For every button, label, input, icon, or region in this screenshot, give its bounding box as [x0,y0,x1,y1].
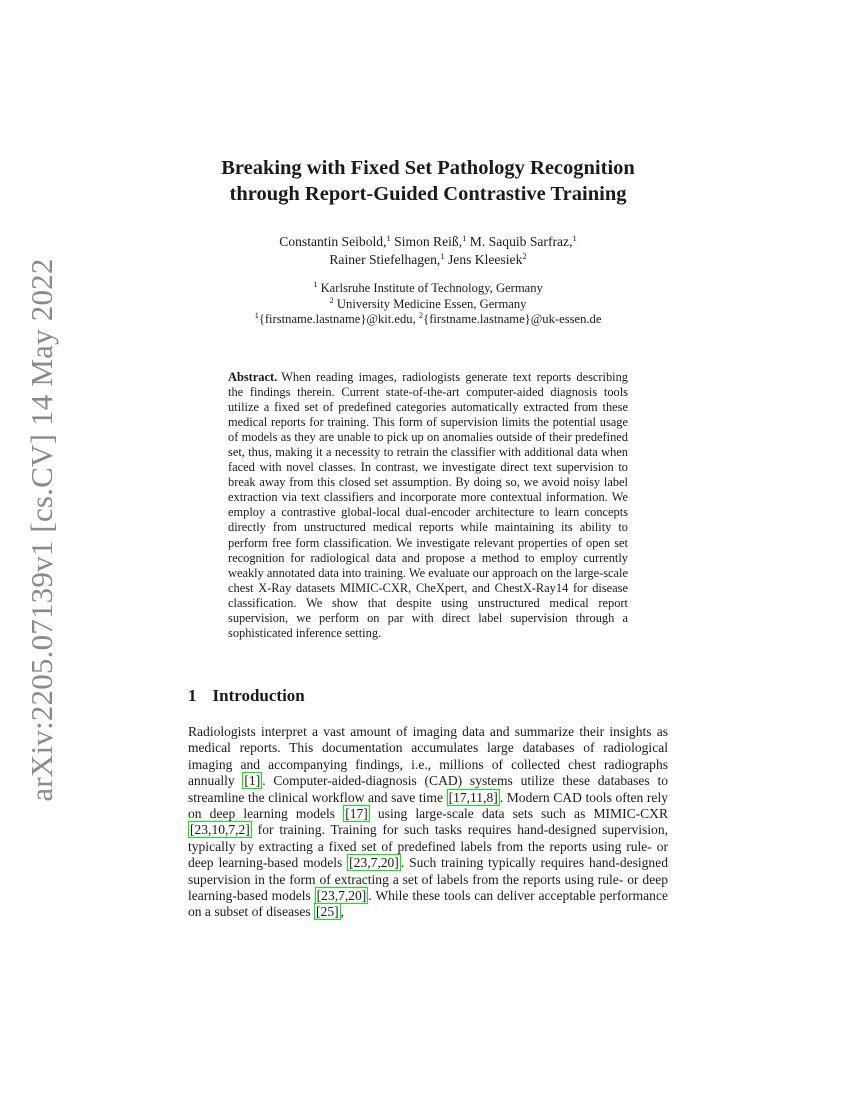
author-5: Jens Kleesiek [448,252,523,267]
citation-link[interactable]: [17,11,8] [448,789,498,805]
author-3: M. Saquib Sarfraz, [469,234,573,249]
intro-text-1: Radiologists interpret a vast amount of imaging data and summarize their insights as medical reports. This documentation accumulates large databases of radiological imaging and accompanying findings, i.e., millions of collected chest radiographs annually [188,724,668,789]
intro-text-7: . While these tools can deliver acceptable performance on a subset of diseases [188,888,668,920]
title-line-2: through Report-Guided Contrastive Training [229,183,627,205]
title-line-1: Breaking with Fixed Set Pathology Recognition [221,157,635,179]
author-1-affil: 1 [386,233,391,243]
citation-link[interactable]: [25] [316,904,339,920]
abstract-text: When reading images, radiologists generate text reports describing the findings therein. Current state-of-the-art computer-aided diagnosis tools utilize a fixed set of predefined categories automatically extracted from these medical reports for training. This form of supervision limits the potential usage of models as they are unable to pick up on anomalies outside of their predefined set, thus, making it a necessity to retrain the classifier with additional data when faced with novel classes. In contrast, we investigate direct text supervision to break away from this closed set assumption. By doing so, we avoid noisy label extraction via text classifiers and incorporate more contextual information. We employ a contrastive global-local dual-encoder architecture to learn concepts directly from unstructured medical reports while maintaining its ability to perform free form classification. We investigate relevant properties of open set recognition for radiological data and propose a method to employ currently weakly annotated data into training. We evaluate our approach on the large-scale chest X-Ray datasets MIMIC-CXR, CheXpert, and ChestX-Ray14 for disease classification. We show that despite using unstructured medical report supervision, we perform on par with direct label supervision through a sophisticated inference setting. [228,370,628,640]
intro-text-4: using large-scale data sets such as MIMIC-CXR [369,806,668,822]
abstract [228,370,628,641]
paper-title [150,155,706,207]
intro-text-3: . Modern CAD tools often rely on deep learning models [188,789,668,822]
author-2: Simon Reiß, [394,234,463,249]
intro-text-6: . Such training typically requires hand-designed supervision in the form of extracting a set of labels from the reports using rule- or deep learning-based models [188,855,668,904]
intro-paragraph [188,724,668,921]
affil-1-marker: 1 [313,279,318,289]
citation-link[interactable]: [23,10,7,2] [190,822,250,838]
section-heading [188,686,305,706]
author-1: Constantin Seibold, [279,234,387,249]
affiliation-2: University Medicine Essen, Germany [336,296,527,311]
email-1: {firstname.lastname}@kit.edu, [258,312,416,326]
intro-text-5: for training. Training for such tasks requires hand-designed supervision, typically by extracting a fixed set of predefined labels from the reports using rule- or deep learning-based models [188,822,668,871]
citation-link[interactable]: [23,7,20] [316,888,367,904]
citation-link[interactable]: [23,7,20] [349,855,399,871]
author-4: Rainer Stiefelhagen, [329,252,441,267]
citation-link[interactable]: [17] [345,806,368,822]
author-list [150,233,706,269]
abstract-label: Abstract. [228,370,278,384]
author-4-affil: 1 [440,251,445,261]
author-5-affil: 2 [522,251,527,261]
affiliation-1: Karlsruhe Institute of Technology, Germany [320,281,543,295]
affiliations [150,281,706,328]
section-number: 1 [188,686,197,705]
citation-link[interactable]: [1] [244,773,261,789]
arxiv-watermark: arXiv:2205.07139v1 [cs.CV] 14 May 2022 [24,258,59,802]
intro-text-8: , [340,904,345,920]
affil-2-marker: 2 [329,294,334,305]
email-1-marker: 1 [254,310,259,320]
author-2-affil: 1 [462,233,467,243]
section-title: Introduction [212,686,305,705]
email-2-marker: 2 [418,310,424,320]
author-3-affil: 1 [572,233,577,243]
email-2: {firstname.lastname}@uk-essen.de [423,312,602,326]
intro-text-2: . Computer-aided-diagnosis (CAD) systems utilize these databases to streamline the clinical workflow and save time [188,773,668,805]
